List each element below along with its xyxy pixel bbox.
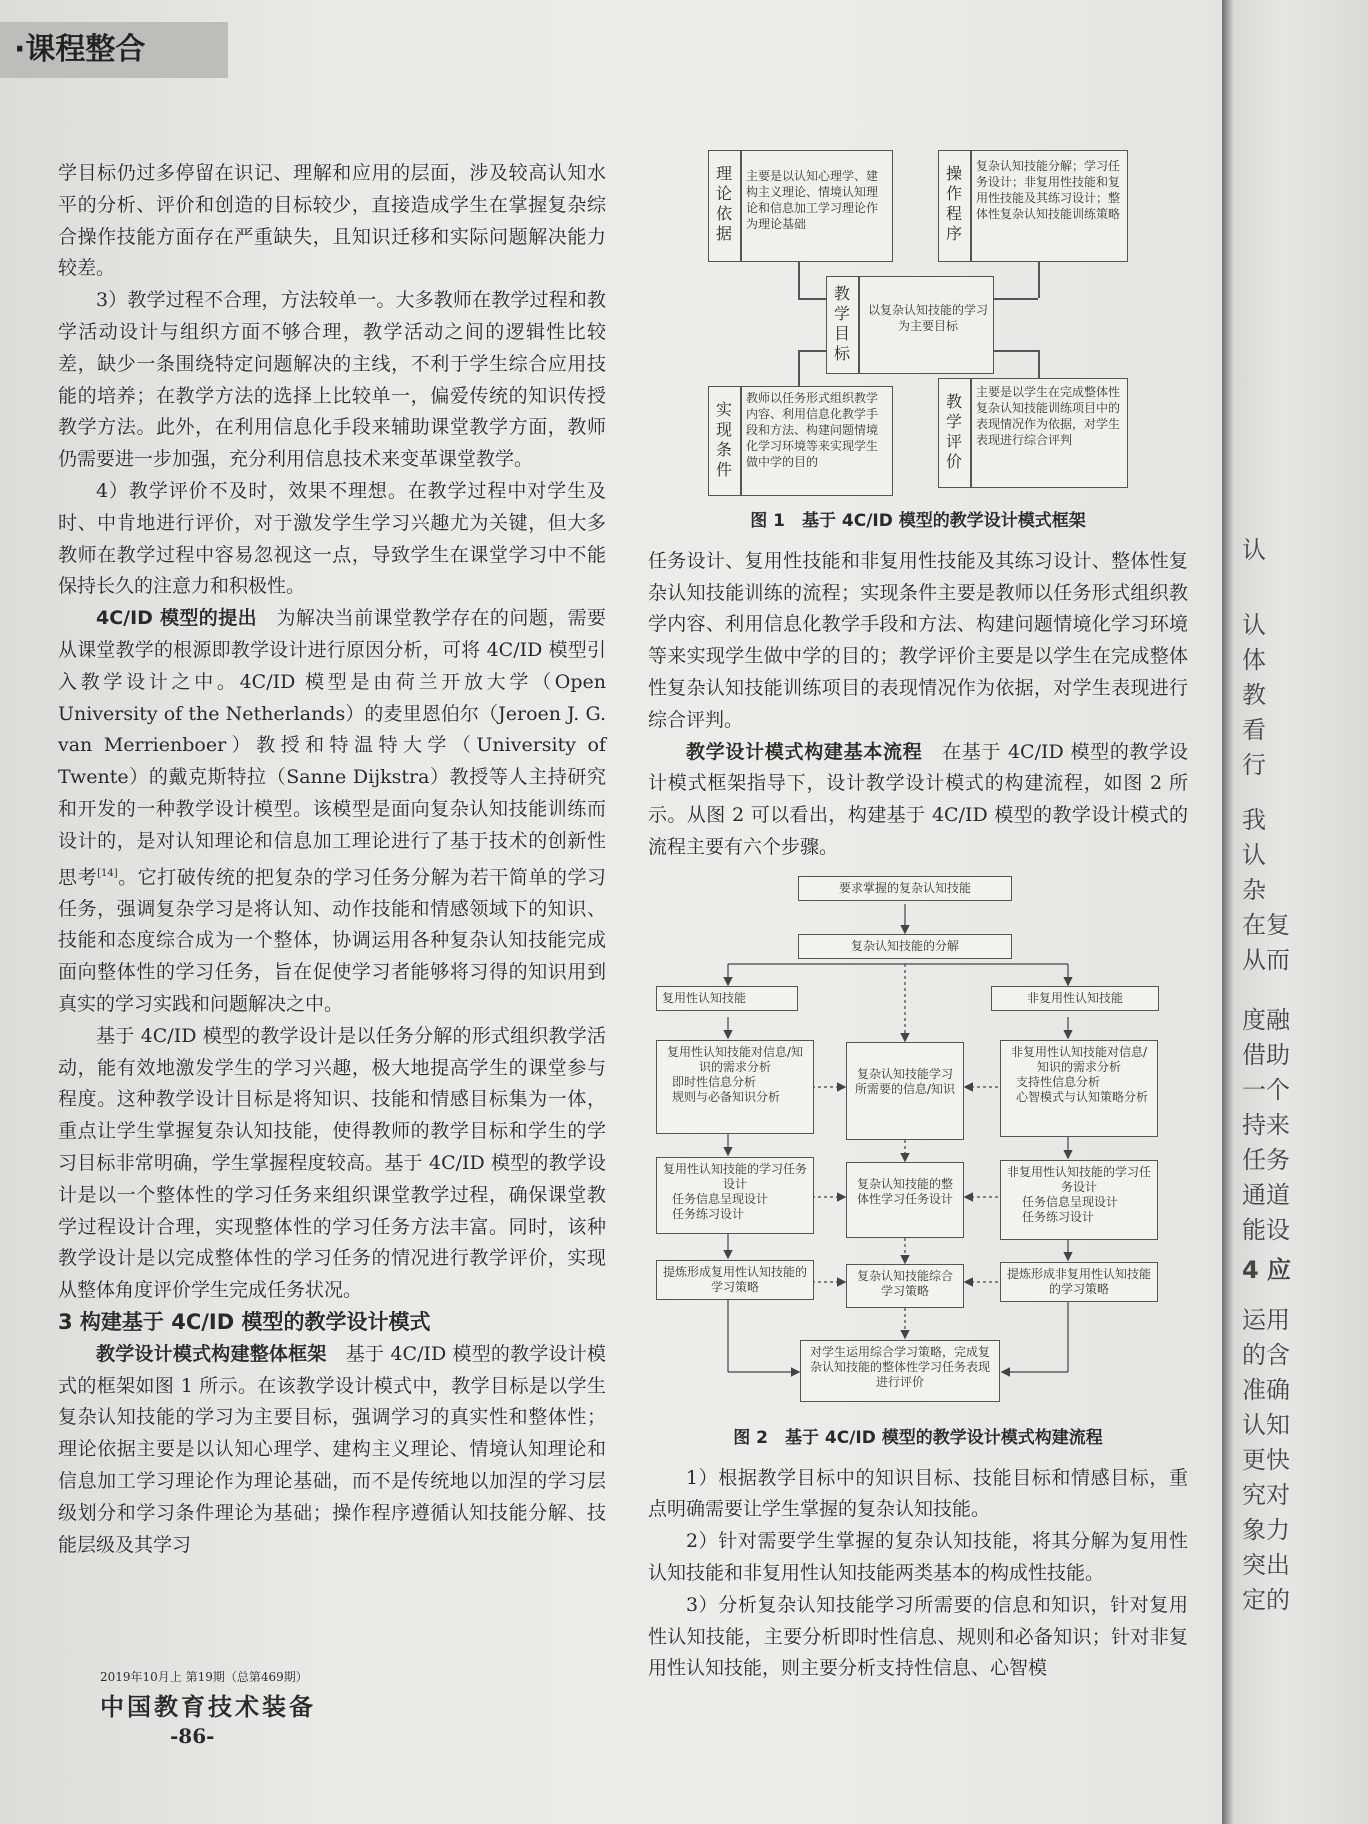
procedure-text: 复杂认知技能分解；学习任务设计；非复用性技能和复用性技能及其练习设计；整体性复杂认知技能训练策略 — [976, 159, 1121, 221]
step-1: 1）根据教学目标中的知识目标、技能目标和情感目标，重点明确需要让学生掌握的复杂认知技能。 — [648, 1466, 1188, 1521]
step-2: 2）针对需要学生掌握的复杂认知技能，将其分解为复用性认知技能和非复用性认知技能两类基本的构成性技能。 — [648, 1530, 1188, 1584]
node-recurrent-skill: 复用性认知技能 — [656, 986, 798, 1011]
issue-info: 2019年10月上 第19期（总第469期） — [100, 1670, 308, 1684]
adjacent-line: 我 — [1242, 806, 1266, 834]
adjacent-line: 更快 — [1242, 1446, 1290, 1474]
node-nonrecurrent-analysis: 非复用性认知技能对信息/知识的需求分析 支持性信息分析 心智模式与认知策略分析 — [1000, 1040, 1158, 1137]
node-nonrecurrent-skill: 非复用性认知技能 — [991, 986, 1159, 1011]
evaluation-label: 教学评价 — [945, 392, 962, 471]
node-whole-task: 复杂认知技能的整体性学习任务设计 — [846, 1162, 964, 1238]
node-required-skill: 要求掌握的复杂认知技能 — [798, 876, 1012, 901]
paragraph: 4C/ID 模型的提出 为解决当前课堂教学存在的问题，需要从课堂教学的根源即教学设计进行原因分析，可将 4C/ID 模型引入教学设计之中。4C/ID 模型是由荷兰开放大学（Open University of the Netherlands）的麦里恩伯尔（Jeroen J. G. van Merrienboer）教授和特温特大学（University of Twente）的戴克斯特拉（Sanne Dijkstra）教授等人主持研究和开发的一种教学设计模型。该模型是面向复杂认知技能训练而设计的，是对认知理论和信息加工理论进行了基于技术的创新性思考[14]。它打破传统的把复杂的学习任务分解为若干简单的学习任务，强调复杂学习是将认知、动作技能和情感领域下的知识、技能和态度综合成为一个整体，协调运用各种复杂认知技能完成面向整体性的学习任务，旨在促使学习者能够将习得的知识用到真实的学习实践和问题解决之中。 — [58, 607, 606, 1016]
evaluation-text: 主要是以学生在完成整体性复杂认知技能训练项目中的表现情况作为依据，对学生表现进行综合评判 — [976, 385, 1121, 447]
citation-ref: [14] — [97, 867, 118, 879]
adjacent-line: 准确 — [1242, 1376, 1290, 1404]
paragraph: 3）教学过程不合理，方法较单一。大多教师在教学过程和教学活动设计与组织方面不够合理，教学活动之间的逻辑性比较差，缺少一条围绕特定问题解决的主线，不利于学生综合应用技能的培养；在教学方法的选择上比较单一，偏爱传统的知识传授教学方法。此外，在利用信息化手段来辅助课堂教学方面，教师仍需要进一步加强，充分利用信息技术来变革课堂教学。 — [58, 289, 606, 471]
node-integrated-strategy: 复杂认知技能综合学习策略 — [846, 1264, 964, 1308]
adjacent-line: 持来 — [1242, 1111, 1290, 1139]
adjacent-line: 通道 — [1242, 1181, 1290, 1209]
paragraph: 教学设计模式构建基本流程 在基于 4C/ID 模型的教学设计模式框架指导下，设计教学设计模式的构建流程，如图 2 所示。从图 2 可以看出，构建基于 4C/ID 模型的教学设计模式的流程主要有六个步骤。 — [648, 740, 1188, 858]
adjacent-line: 教 — [1242, 681, 1266, 709]
adjacent-line: 认 — [1242, 536, 1266, 564]
node-nonrecurrent-strategy: 提炼形成非复用性认知技能的学习策略 — [1000, 1262, 1158, 1302]
procedure-label: 操作程序 — [945, 164, 962, 243]
adjacent-line: 在复 — [1242, 911, 1290, 939]
theory-text: 主要是以认知心理学、建构主义理论、情境认知理论和信息加工学习理论作为理论基础 — [746, 169, 879, 231]
right-column — [648, 150, 1188, 1685]
adjacent-line: 行 — [1242, 751, 1266, 779]
page-number: -86- — [170, 1724, 215, 1748]
adjacent-line: 体 — [1242, 646, 1266, 674]
paragraph: 4）教学评价不及时，效果不理想。在教学过程中对学生及时、中肯地进行评价，对于激发学生学习兴趣尤为关键，但大多教师在教学过程中容易忽视这一点，导致学生在课堂学习中不能保持长久的注意力和积极性。 — [58, 479, 606, 598]
left-column — [58, 158, 606, 1561]
paragraph: 学目标仍过多停留在识记、理解和应用的层面，涉及较高认知水平的分析、评价和创造的目标较少，直接造成学生在掌握复杂综合操作技能方面存在严重缺失，且知识迁移和实际问题解决能力较差。 — [58, 162, 606, 280]
adjacent-line: 认知 — [1242, 1411, 1290, 1439]
paragraph: 教学设计模式构建整体框架 基于 4C/ID 模型的教学设计模式的框架如图 1 所示。在该教学设计模式中，教学目标是以学生复杂认知技能的学习为主要目标，强调学习的真实性和整体性；理论依据主要是以认知心理学、建构主义理论、情境认知理论和信息加工学习理论作为理论基础，而不是传统地以加涅的学习层级划分和学习条件理论为基础；操作程序遵循认知技能分解、技能层级及其学习 — [58, 1342, 606, 1556]
adjacent-line: 度融 — [1242, 1006, 1290, 1034]
paragraph: 基于 4C/ID 模型的教学设计是以任务分解的形式组织教学活动，能有效地激发学生的学习兴趣，极大地提高学生的课堂参与程度。这种教学设计目标是将知识、技能和情感目标集为一体，重点让学生掌握复杂认知技能，使得教师的教学目标和学生的学习目标非常明确，学生掌握程度较高。基于 4C/ID 模型的教学设计是以一个整体性的学习任务来组织课堂教学过程，确保课堂教学过程设计合理，实现整体性的学习任务方法丰富。同时，该种教学设计是以完成整体性的学习任务的情况进行教学评价，实现从整体角度评价学生完成任务状况。 — [58, 1024, 606, 1302]
adjacent-line: 能设 — [1242, 1216, 1290, 1244]
condition-text: 教师以任务形式组织教学内容、利用信息化教学手段和方法、构建问题情境化学习环境等来实现学生做中学的目的 — [746, 391, 879, 469]
adjacent-line: 定的 — [1242, 1586, 1290, 1614]
adjacent-line: 究对 — [1242, 1481, 1290, 1509]
figure-2-caption: 图 2 基于 4C/ID 模型的教学设计模式构建流程 — [733, 1427, 1103, 1448]
node-decomposition: 复杂认知技能的分解 — [798, 934, 1012, 959]
condition-label: 实现条件 — [715, 400, 732, 479]
adjacent-line: 一个 — [1242, 1076, 1290, 1104]
journal-name: 中国教育技术装备 — [100, 1692, 316, 1721]
paragraph: 任务设计、复用性技能和非复用性技能及其练习设计、整体性复杂认知技能训练的流程；实现条件主要是教师以任务形式组织教学内容、利用信息化教学手段和方法、构建问题情境化学习环境等来实现学生做中学的目的；教学评价主要是以学生在完成整体性复杂认知技能训练项目的表现情况作为依据，对学生表现进行综合评判。 — [648, 549, 1188, 731]
figure-1-caption: 图 1 基于 4C/ID 模型的教学设计模式框架 — [750, 511, 1086, 531]
adjacent-line: 从而 — [1242, 946, 1290, 974]
figure-2-flowchart — [648, 872, 1163, 1427]
node-recurrent-task: 复用性认知技能的学习任务设计 任务信息呈现设计 任务练习设计 — [656, 1157, 814, 1234]
adjacent-line: 象力 — [1242, 1516, 1290, 1544]
node-nonrecurrent-task: 非复用性认知技能的学习任务设计 任务信息呈现设计 任务练习设计 — [1000, 1160, 1158, 1240]
run-in-heading: 4C/ID 模型的提出 — [96, 607, 258, 630]
adjacent-page — [1222, 0, 1368, 1824]
section-header: ·课程整合 — [0, 22, 228, 78]
adjacent-line: 的含 — [1242, 1341, 1290, 1369]
figure-1-framework — [708, 150, 1128, 500]
goal-text: 以复杂认知技能的学习为主要目标 — [868, 303, 989, 333]
node-evaluation: 对学生运用综合学习策略，完成复杂认知技能的整体性学习任务表现进行评价 — [800, 1340, 1000, 1402]
page-footer — [100, 1668, 316, 1748]
step-3: 3）分析复杂认知技能学习所需要的信息和知识，针对复用性认知技能，主要分析即时性信息、规则和必备知识；针对非复用性认知技能，则主要分析支持性信息、心智模 — [648, 1593, 1188, 1680]
theory-label: 理论依据 — [715, 164, 732, 243]
goal-label: 教学目标 — [833, 284, 850, 363]
node-recurrent-analysis: 复用性认知技能对信息/知识的需求分析 即时性信息分析 规则与必备知识分析 — [656, 1040, 814, 1134]
adjacent-line: 认 — [1242, 611, 1266, 639]
adjacent-line: 4 应 — [1242, 1256, 1292, 1284]
adjacent-line: 任务 — [1242, 1146, 1290, 1174]
run-in-heading: 教学设计模式构建基本流程 — [686, 740, 923, 763]
node-recurrent-strategy: 提炼形成复用性认知技能的学习策略 — [656, 1260, 814, 1300]
adjacent-line: 认 — [1242, 841, 1266, 869]
run-in-heading: 教学设计模式构建整体框架 — [96, 1342, 327, 1365]
adjacent-line: 突出 — [1242, 1551, 1290, 1579]
section-heading: 3 构建基于 4C/ID 模型的教学设计模式 — [58, 1310, 431, 1335]
adjacent-line: 借助 — [1242, 1041, 1290, 1069]
node-info-knowledge: 复杂认知技能学习所需要的信息/知识 — [846, 1042, 964, 1140]
adjacent-line: 杂 — [1242, 876, 1266, 904]
adjacent-line: 看 — [1242, 716, 1266, 744]
adjacent-line: 运用 — [1242, 1306, 1290, 1334]
